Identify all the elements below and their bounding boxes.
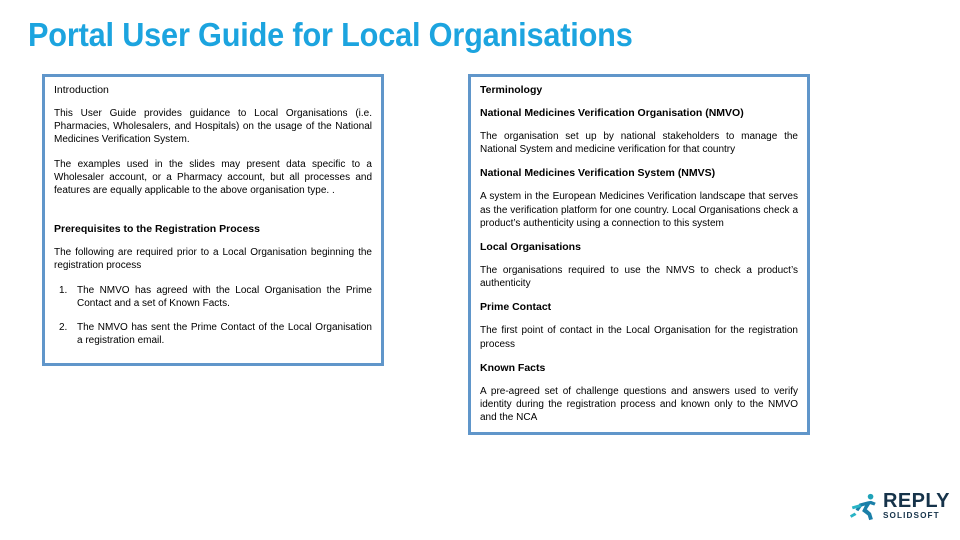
term-definition-known-facts: A pre-agreed set of challenge questions and answers used to verify identity during the registration process and known only to the NMVO and the NCA — [480, 385, 798, 424]
term-definition-nmvs: A system in the European Medicines Verification landscape that serves as the verification platform for one country. Local Organisations check a product’s authenticity using a connection to this system — [480, 191, 798, 229]
introduction-panel — [42, 74, 384, 366]
term-title-nmvo: National Medicines Verification Organisation (NMVO) — [480, 107, 744, 119]
term-title-local-organisations: Local Organisations — [480, 241, 581, 254]
logo-subbrand-text: SOLIDSOFT — [883, 511, 940, 521]
term-definition-nmvo: The organisation set up by national stakeholders to manage the National System and medicine verification for that country — [480, 131, 798, 156]
term-title-prime-contact: Prime Contact — [480, 301, 552, 314]
section-spacer — [54, 208, 372, 223]
logo-brand-text: REPLY — [883, 490, 950, 513]
running-figure-icon — [849, 491, 879, 521]
prerequisites-heading: Prerequisites to the Registration Process — [54, 223, 260, 236]
term-definition-local-organisations: The organisations required to use the NMVS to check a product’s authenticity — [480, 265, 798, 290]
reply-solidsoft-logo — [849, 488, 953, 524]
prerequisites-intro: The following are required prior to a Local Organisation beginning the registration process — [54, 247, 372, 272]
list-item-number: 1. — [59, 284, 68, 296]
page-title: Portal User Guide for Local Organisations — [28, 16, 633, 53]
list-item — [54, 321, 372, 347]
term-definition-prime-contact: The first point of contact in the Local Organisation for the registration process — [480, 325, 798, 350]
prerequisites-list — [54, 284, 372, 348]
term-title-nmvs: National Medicines Verification System (NMVS) — [480, 167, 716, 180]
logo-wordmark — [883, 491, 950, 520]
introduction-paragraph-2: The examples used in the slides may present data specific to a Wholesaler account, or a Pharmacy account, but all processes and features are equally applicable to the above organisation type. . — [54, 158, 372, 197]
terminology-heading: Terminology — [480, 84, 543, 96]
introduction-heading: Introduction — [54, 84, 109, 96]
introduction-paragraph-1: This User Guide provides guidance to Local Organisations (i.e. Pharmacies, Wholesalers, and Hospitals) on the usage of the National Medicines Verification System. — [54, 108, 372, 146]
list-item-text: The NMVO has agreed with the Local Organisation the Prime Contact and a set of Known Facts. — [77, 284, 372, 309]
list-item-text: The NMVO has sent the Prime Contact of the Local Organisation a registration email. — [77, 322, 372, 347]
terminology-panel — [468, 74, 810, 435]
term-title-known-facts: Known Facts — [480, 361, 546, 374]
list-item-number: 2. — [59, 322, 68, 334]
list-item — [54, 284, 372, 310]
